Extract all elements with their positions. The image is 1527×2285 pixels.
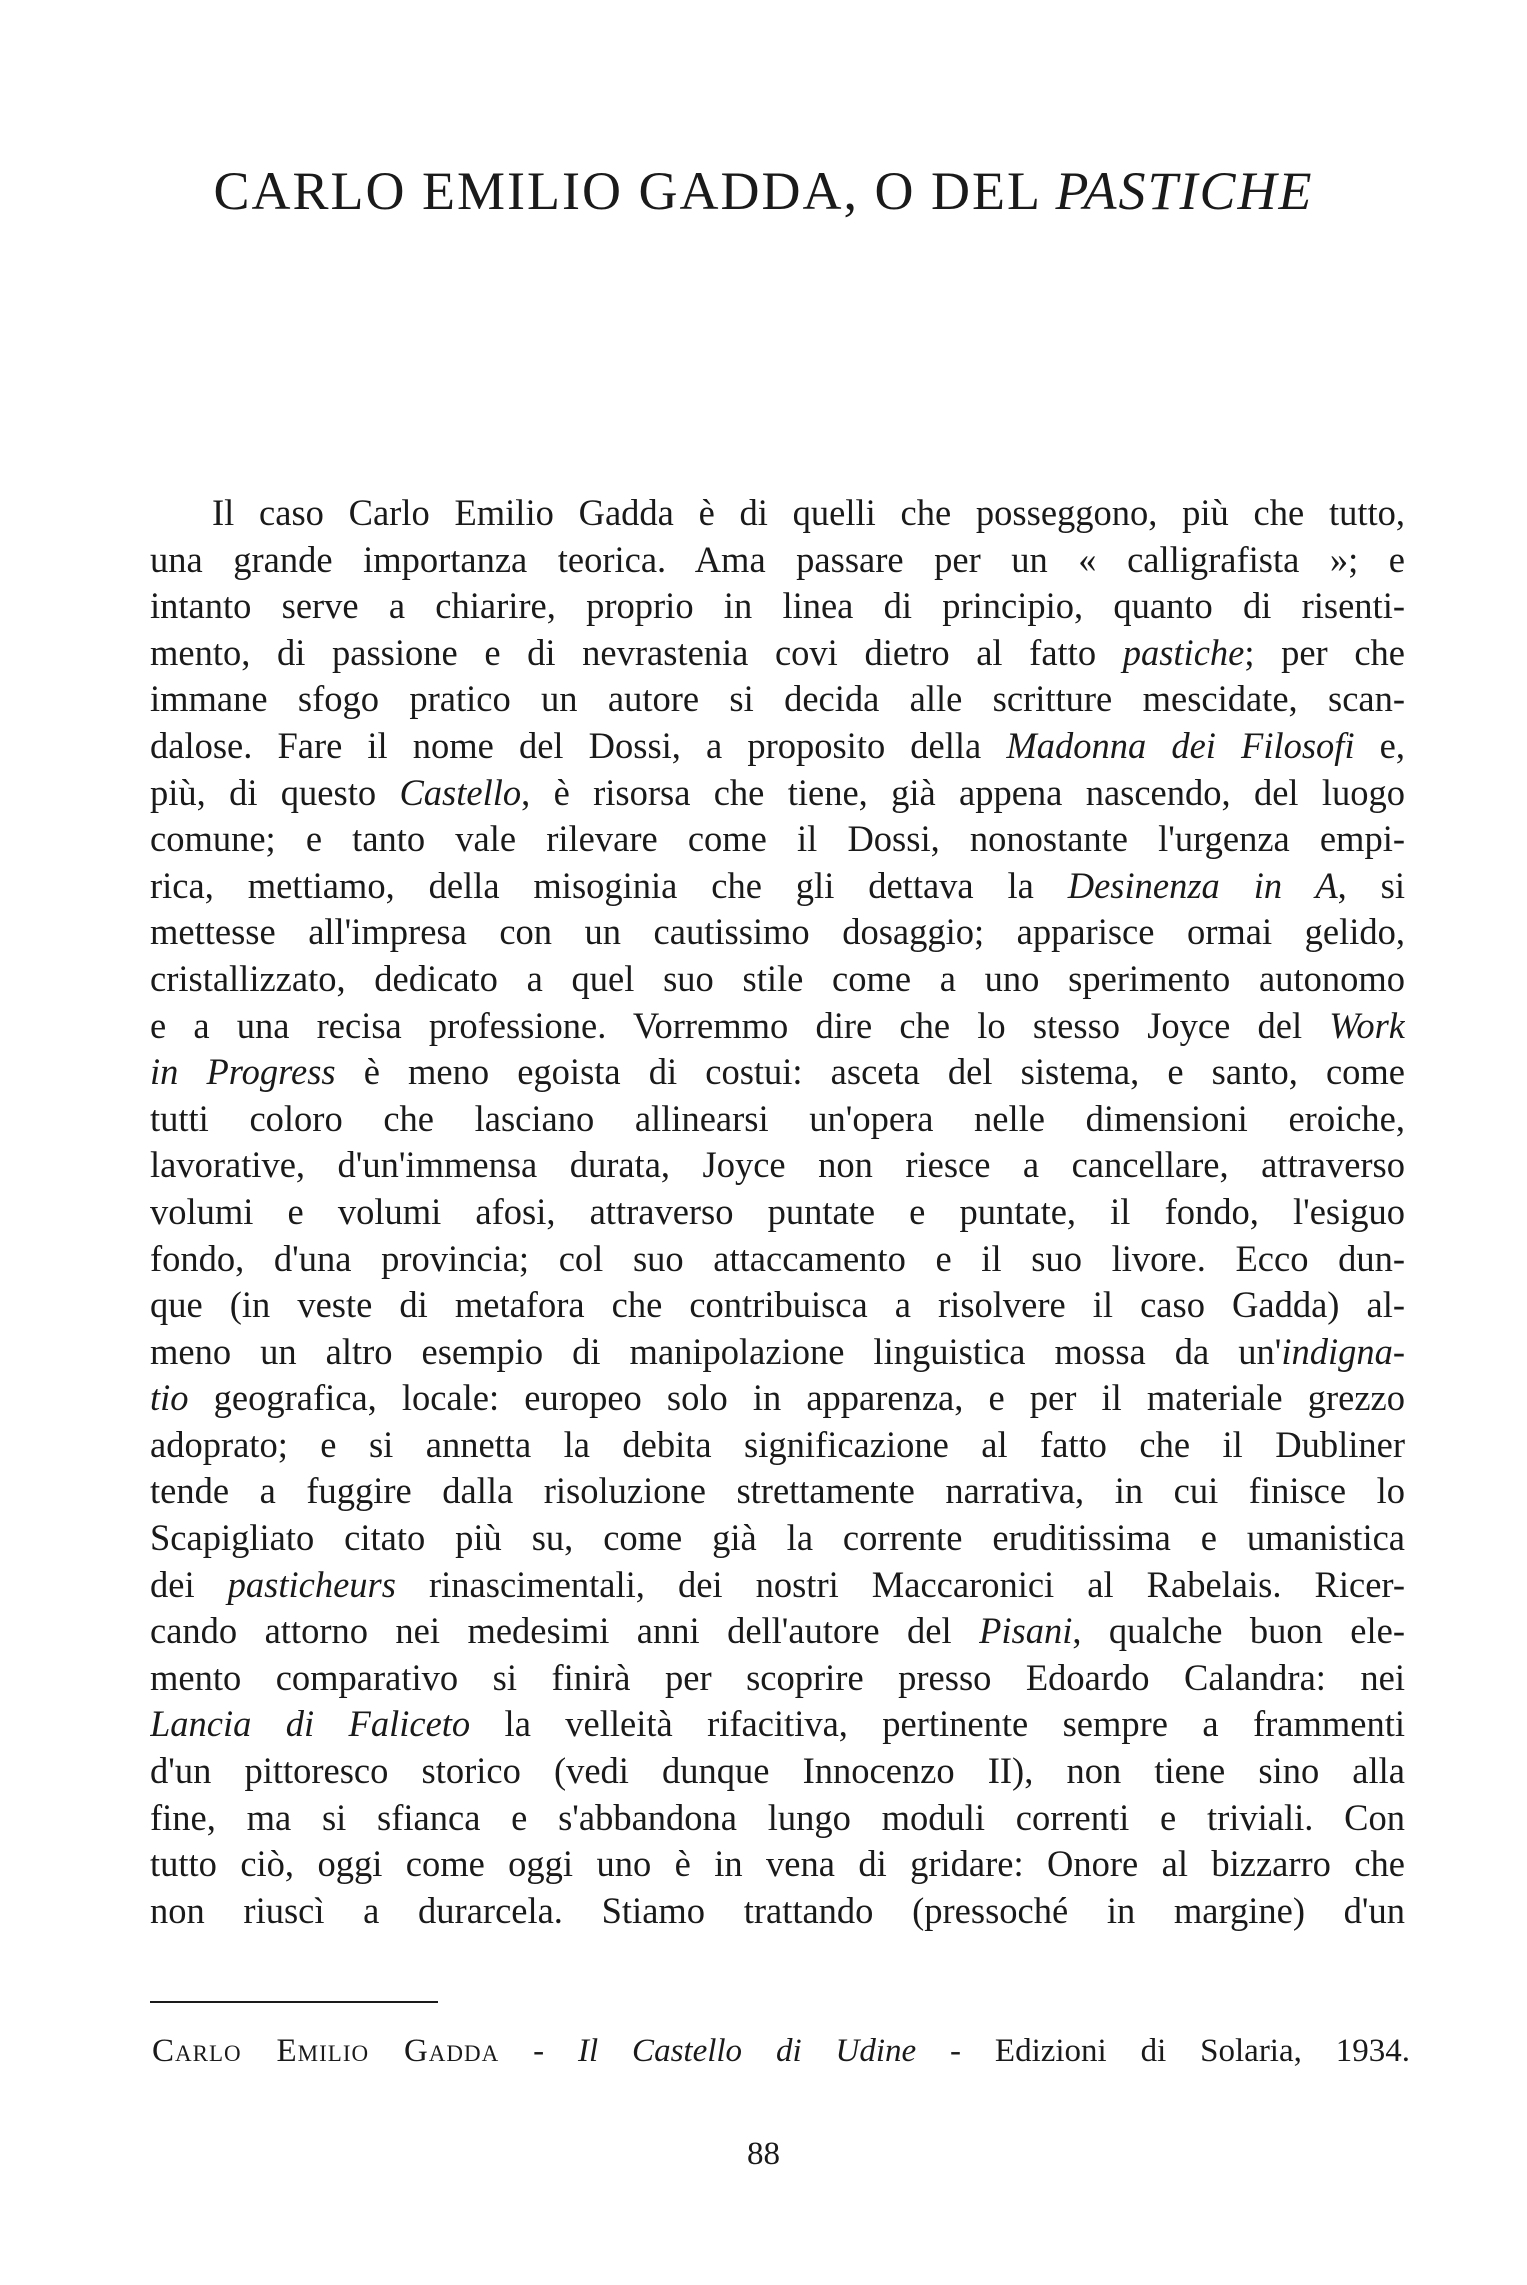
text-segment: dalose. Fare il nome del Dossi, a proposito della <box>150 724 1007 766</box>
text-segment: ; per che <box>1244 631 1405 673</box>
text-line <box>150 1468 1405 1515</box>
title-main: CARLO EMILIO GADDA, O DEL <box>213 161 1040 221</box>
text-segment: immane sfogo pratico un autore si decida alle scritture mescidate, scan- <box>150 678 1405 720</box>
page-number: 88 <box>747 2136 780 2172</box>
text-segment: e a una recisa professione. Vorremmo dire che lo stesso Joyce del <box>150 1004 1330 1046</box>
italic-segment: Lancia di Faliceto <box>150 1703 471 1745</box>
text-segment: tutti coloro che lasciano allinearsi un'opera nelle dimensioni eroiche, <box>150 1097 1405 1139</box>
text-line <box>150 956 1405 1003</box>
footnote-author: Carlo Emilio Gadda <box>152 2033 500 2069</box>
text-line <box>150 1701 1405 1748</box>
text-segment: e, <box>1354 724 1405 766</box>
text-line <box>150 630 1405 677</box>
text-line <box>150 1562 1405 1609</box>
text-segment: la velleità rifacitiva, pertinente sempre a frammenti <box>470 1703 1405 1745</box>
text-line <box>150 1655 1405 1702</box>
text-segment: non riuscì a durarcela. Stiamo trattando (pressoché in margine) d'un <box>150 1889 1405 1931</box>
text-segment: rinascimentali, dei nostri Maccaronici al Rabelais. Ricer- <box>395 1563 1405 1605</box>
text-line <box>150 1795 1405 1842</box>
text-segment: lavorative, d'un'immensa durata, Joyce non riesce a cancellare, attraverso <box>150 1144 1405 1186</box>
text-line <box>150 676 1405 723</box>
text-segment: tende a fuggire dalla risoluzione strettamente narrativa, in cui finisce lo <box>150 1470 1405 1512</box>
footnote-publisher: Edizioni di Solaria, 1934. <box>994 2033 1411 2069</box>
text-segment: , si <box>1337 864 1405 906</box>
text-line <box>150 1888 1405 1935</box>
text-segment: mento comparativo si finirà per scoprire presso Edoardo Calandra: nei <box>150 1656 1405 1698</box>
text-line <box>150 1142 1405 1189</box>
text-line <box>150 863 1405 910</box>
text-line <box>150 1515 1405 1562</box>
text-segment: que (in veste di metafora che contribuisca a risolvere il caso Gadda) al- <box>150 1284 1405 1326</box>
text-segment: geografica, locale: europeo solo in apparenza, e per il materiale grezzo <box>188 1377 1405 1419</box>
text-line <box>150 1841 1405 1888</box>
text-line <box>150 1748 1405 1795</box>
text-segment: mettesse all'impresa con un cautissimo dosaggio; apparisce ormai gelido, <box>150 911 1405 953</box>
text-line <box>150 770 1405 817</box>
page-title <box>0 160 1527 222</box>
text-segment: fine, ma si sfianca e s'abbandona lungo moduli correnti e triviali. Con <box>150 1796 1405 1838</box>
text-line <box>150 1236 1405 1283</box>
text-segment: intanto serve a chiarire, proprio in linea di principio, quanto di risenti- <box>150 585 1405 627</box>
text-segment: è meno egoista di costui: asceta del sistema, e santo, come <box>335 1051 1405 1093</box>
italic-segment: pasticheurs <box>227 1563 396 1605</box>
footnote-rule <box>150 2001 438 2003</box>
text-segment: adoprato; e si annetta la debita significazione al fatto che il Dubliner <box>150 1423 1405 1465</box>
italic-segment: Madonna dei Filosofi <box>1006 724 1355 766</box>
text-line <box>150 583 1405 630</box>
text-line <box>150 909 1405 956</box>
text-segment: volumi e volumi afosi, attraverso puntate e puntate, il fondo, l'esiguo <box>150 1190 1405 1232</box>
title-italic: PASTICHE <box>1055 161 1314 221</box>
body-paragraph <box>150 490 1405 1934</box>
text-segment: , è risorsa che tiene, già appena nascendo, del luogo <box>521 771 1405 813</box>
text-segment: dei <box>150 1563 228 1605</box>
text-segment: Scapigliato citato più su, come già la corrente eruditissima e umanistica <box>150 1517 1405 1559</box>
footnote-separator: - <box>499 2033 579 2069</box>
text-segment: Il caso Carlo Emilio Gadda è di quelli che posseggono, più che tutto, <box>212 492 1405 533</box>
text-segment: , qualche buon ele- <box>1072 1610 1405 1652</box>
text-segment: mento, di passione e di nevrastenia covi dietro al fatto <box>150 631 1123 673</box>
italic-segment: indigna- <box>1281 1330 1405 1372</box>
text-line <box>150 1189 1405 1236</box>
text-line <box>150 1003 1405 1050</box>
text-line <box>150 723 1405 770</box>
text-segment: fondo, d'una provincia; col suo attaccamento e il suo livore. Ecco dun- <box>150 1237 1405 1279</box>
text-line <box>150 816 1405 863</box>
italic-segment: in Progress <box>150 1051 336 1093</box>
text-segment: meno un altro esempio di manipolazione linguistica mossa da un' <box>150 1330 1282 1372</box>
text-segment: cando attorno nei medesimi anni dell'autore del <box>150 1610 980 1652</box>
italic-segment: tio <box>150 1377 189 1419</box>
footnote-work: Il Castello di Udine <box>578 2033 917 2069</box>
text-segment: più, di questo <box>150 771 400 813</box>
italic-segment: Desinenza in A <box>1067 864 1338 906</box>
text-segment: tutto ciò, oggi come oggi uno è in vena di gridare: Onore al bizzarro che <box>150 1843 1405 1885</box>
text-line <box>150 537 1405 584</box>
italic-segment: Pisani <box>979 1610 1073 1652</box>
text-segment: d'un pittoresco storico (vedi dunque Innocenzo II), non tiene sino alla <box>150 1750 1405 1792</box>
text-line <box>150 1375 1405 1422</box>
text-line <box>150 1096 1405 1143</box>
text-line <box>150 1608 1405 1655</box>
text-segment: comune; e tanto vale rilevare come il Dossi, nonostante l'urgenza empi- <box>150 818 1405 860</box>
italic-segment: Castello <box>399 771 522 813</box>
footnote <box>152 2033 1410 2070</box>
text-segment: una grande importanza teorica. Ama passare per un « calligrafista »; e <box>150 538 1405 580</box>
text-segment: rica, mettiamo, della misoginia che gli dettava la <box>150 864 1068 906</box>
italic-segment: Work <box>1329 1004 1405 1046</box>
text-line <box>150 1329 1405 1376</box>
text-segment: cristallizzato, dedicato a quel suo stile come a uno sperimento autonomo <box>150 957 1405 999</box>
text-line <box>150 1049 1405 1096</box>
footnote-separator: - <box>916 2033 995 2069</box>
text-line <box>150 490 1405 537</box>
text-line <box>150 1422 1405 1469</box>
italic-segment: pastiche <box>1122 631 1245 673</box>
text-line <box>150 1282 1405 1329</box>
